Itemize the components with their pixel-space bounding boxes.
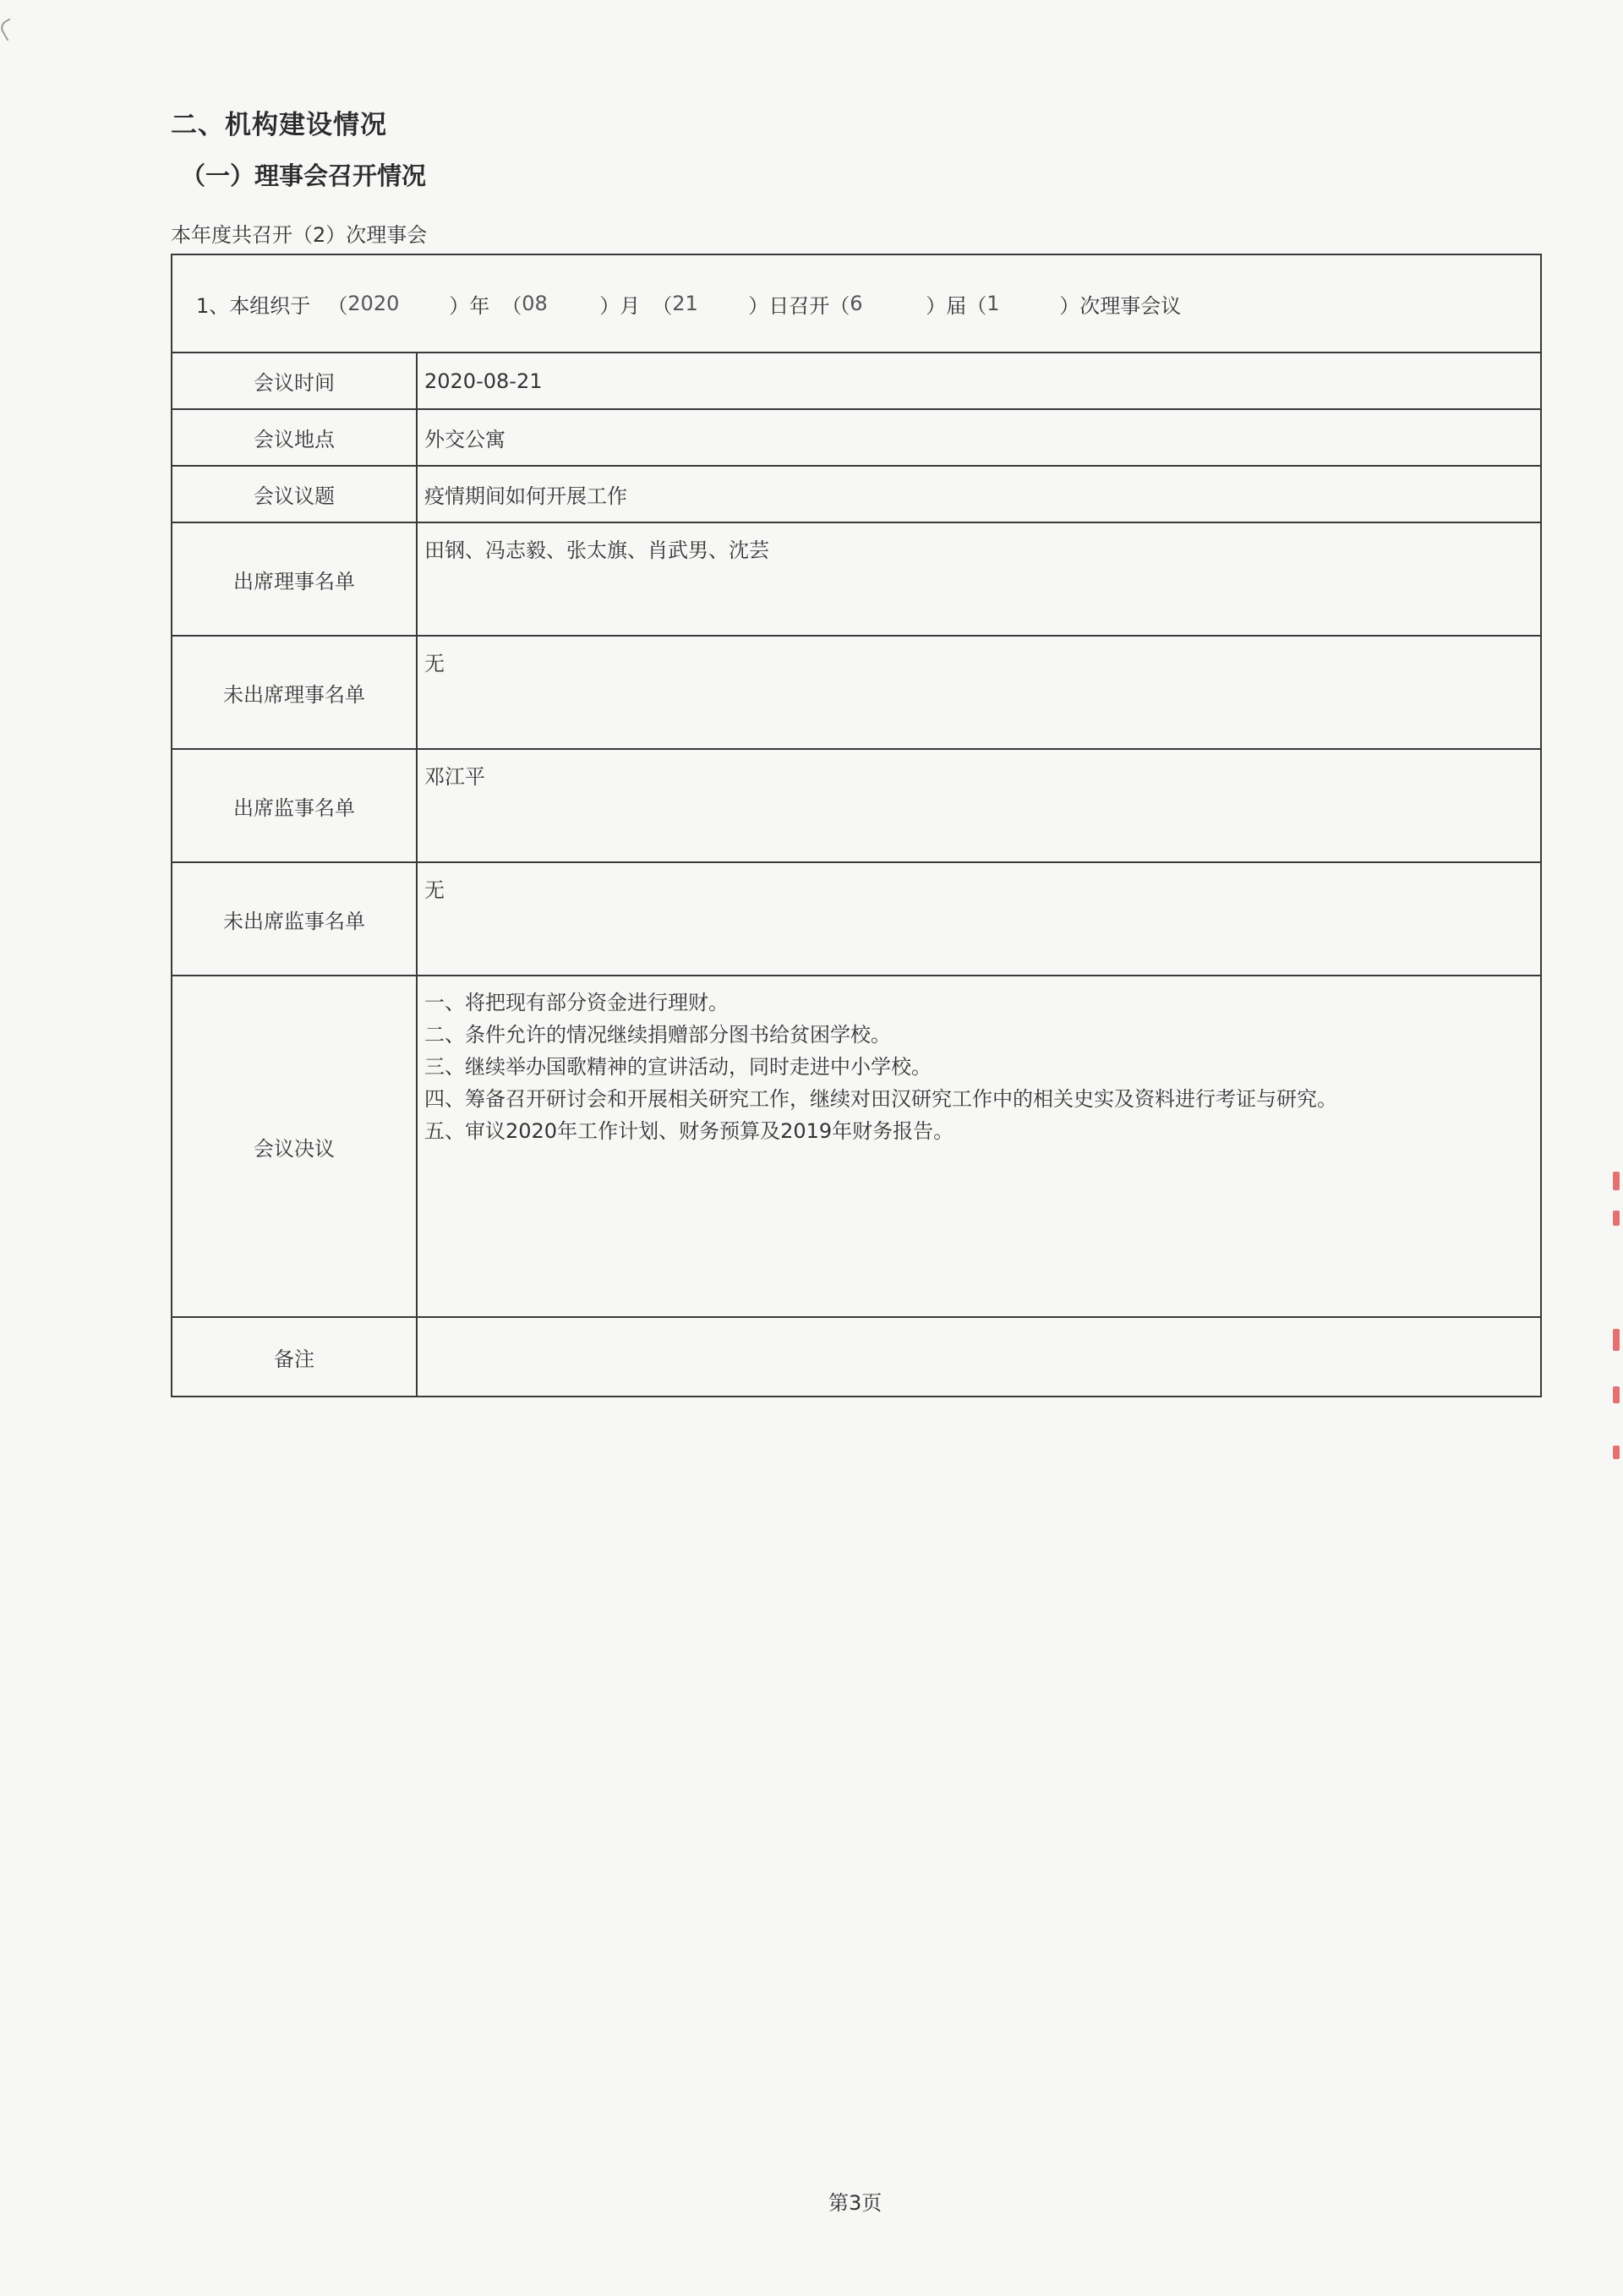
- session-lparen: （: [829, 293, 850, 318]
- table-row: [172, 749, 1541, 862]
- day-lparen: （: [652, 293, 673, 318]
- month-value: 08: [522, 292, 548, 315]
- day-unit: 日召开: [768, 293, 830, 318]
- meeting-header-row: [172, 254, 1541, 353]
- board-meeting-table: [171, 254, 1542, 1397]
- count-lparen: （: [966, 293, 987, 318]
- place-label: 会议地点: [172, 409, 417, 466]
- table-row: [172, 466, 1541, 522]
- scan-corner-mark: [0, 18, 19, 41]
- stamp-edge-mark: [1613, 1329, 1620, 1351]
- remarks-value: [417, 1317, 1541, 1397]
- count-value: 1: [986, 292, 1000, 315]
- month-unit: 月: [620, 293, 641, 318]
- table-row: [172, 1317, 1541, 1397]
- resolution-cell: [417, 976, 1541, 1317]
- stamp-edge-mark: [1613, 1211, 1620, 1226]
- year-unit: 年: [469, 293, 490, 318]
- month-rparen: ）: [599, 293, 620, 318]
- remarks-label: 备注: [172, 1317, 417, 1397]
- session-unit: 届: [946, 293, 967, 318]
- table-row: [172, 862, 1541, 976]
- time-value: 2020-08-21: [417, 353, 1541, 409]
- resolution-item: 四、筹备召开研讨会和开展相关研究工作，继续对田汉研究工作中的相关史实及资料进行考证与研究。: [424, 1087, 1337, 1111]
- page-number: 第3页: [828, 2191, 883, 2215]
- topic-label: 会议议题: [172, 466, 417, 522]
- stamp-edge-mark: [1613, 1172, 1620, 1190]
- resolution-item: 三、继续举办国歌精神的宣讲活动，同时走进中小学校。: [424, 1055, 932, 1079]
- stamp-edge-mark: [1613, 1446, 1620, 1459]
- resolution-item: 五、审议2020年工作计划、财务预算及2019年财务报告。: [424, 1119, 954, 1143]
- resolution-item: 二、条件允许的情况继续捐赠部分图书给贫困学校。: [424, 1023, 891, 1047]
- year-lparen: （: [327, 293, 348, 318]
- year-rparen: ）: [449, 293, 470, 318]
- absent-supervisors-label: 未出席监事名单: [172, 862, 417, 976]
- meeting-header-line: [196, 289, 1540, 319]
- count-unit: 次理事会议: [1079, 293, 1182, 318]
- absent-directors-value: 无: [417, 636, 1541, 749]
- present-directors-value: 田钢、冯志毅、张太旗、肖武男、沈芸: [417, 522, 1541, 636]
- table-row: [172, 522, 1541, 636]
- table-row: [172, 353, 1541, 409]
- present-directors-label: 出席理事名单: [172, 522, 417, 636]
- count-rparen: ）: [1059, 293, 1080, 318]
- meeting-header-cell: [172, 254, 1541, 353]
- stamp-edge-mark: [1613, 1386, 1620, 1403]
- section-title: 二、机构建设情况: [171, 110, 387, 140]
- meeting-count-summary: 本年度共召开（2）次理事会: [171, 223, 428, 247]
- time-label: 会议时间: [172, 353, 417, 409]
- day-rparen: ）: [748, 293, 769, 318]
- topic-value: 疫情期间如何开展工作: [417, 466, 1541, 522]
- absent-directors-label: 未出席理事名单: [172, 636, 417, 749]
- present-supervisors-value: 邓江平: [417, 749, 1541, 862]
- place-value: 外交公寓: [417, 409, 1541, 466]
- table-row: [172, 409, 1541, 466]
- month-lparen: （: [501, 293, 522, 318]
- table-row: [172, 976, 1541, 1317]
- resolution-label: 会议决议: [172, 976, 417, 1317]
- absent-supervisors-value: 无: [417, 862, 1541, 976]
- resolution-item: 一、将把现有部分资金进行理财。: [424, 991, 729, 1014]
- table-row: [172, 636, 1541, 749]
- sub-title: （一）理事会召开情况: [181, 161, 427, 190]
- year-value: 2020: [347, 292, 400, 315]
- session-value: 6: [850, 292, 863, 315]
- session-rparen: ）: [926, 293, 947, 318]
- present-supervisors-label: 出席监事名单: [172, 749, 417, 862]
- day-value: 21: [672, 292, 698, 315]
- header-prefix: 1、本组织于: [196, 293, 311, 318]
